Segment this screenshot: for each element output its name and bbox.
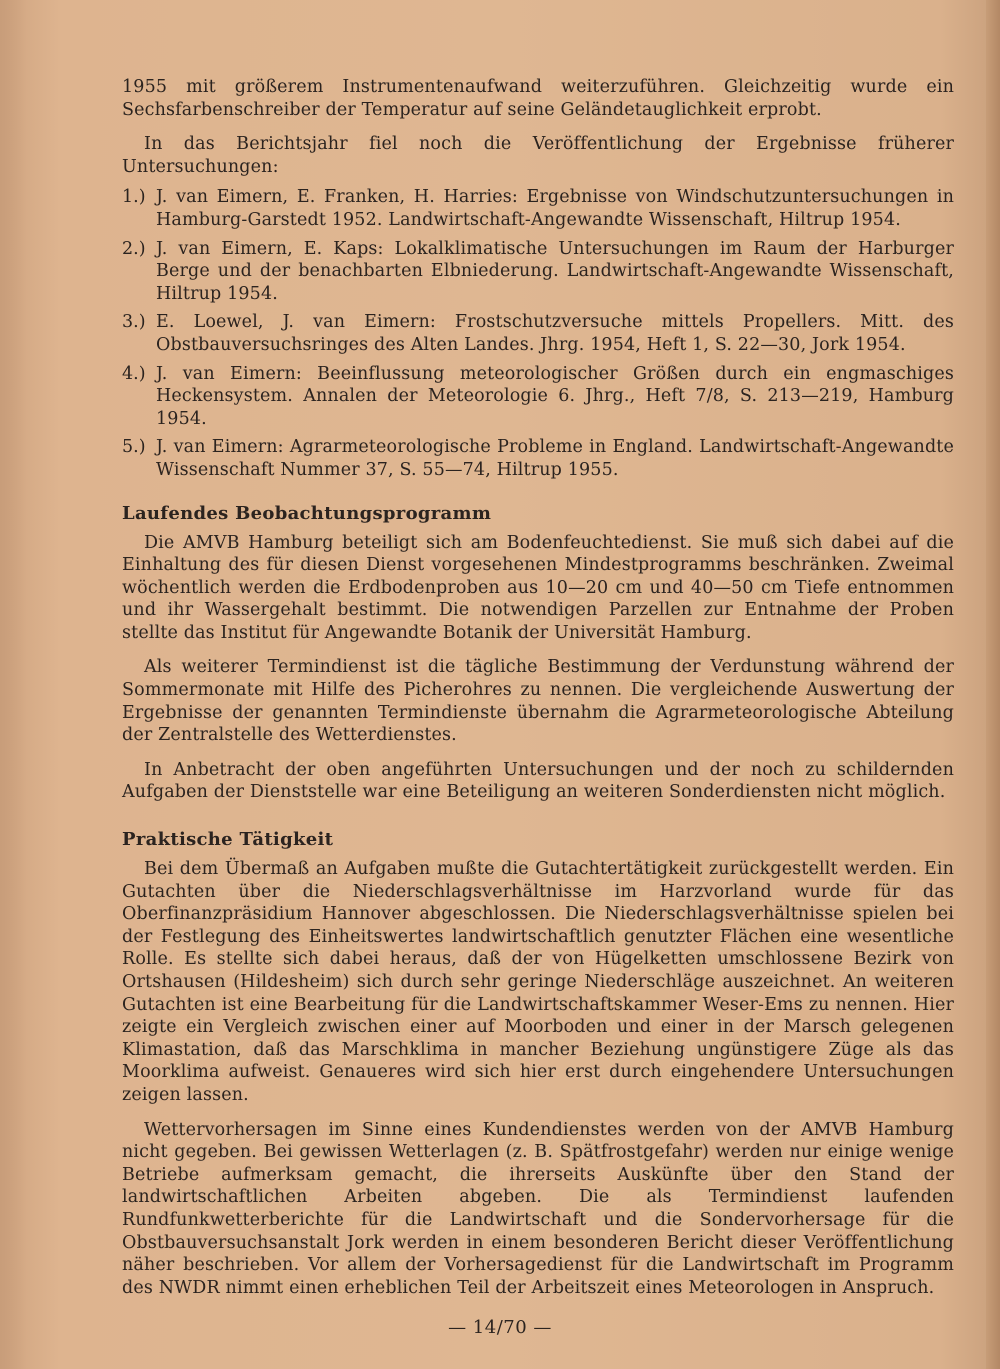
- section2-paragraph-2: Wettervorhersagen im Sinne eines Kundendienstes werden von der AMVB Hamburg nicht gegeben. Bei gewissen Wetterlagen (z. B. Spätfrostgefahr) werden nur einige wenige Betriebe aufmerksam gemacht, die ihrerseits Auskünfte über den Stand der landwirtschaftlichen Arbeiten abgeben. Die als Termindienst laufenden Rundfunkwetterberichte für die Landwirtschaft und die Sondervorhersage für die Obstbauversuchsanstalt Jork werden in einem besonderen Bericht dieser Veröffentlichung näher beschrieben. Vor allem der Vorhersagedienst für die Landwirtschaft im Programm des NWDR nimmt einen erheblichen Teil der Arbeitszeit eines Meteorologen in Anspruch.: [122, 1119, 954, 1298]
- reference-number: 2.): [122, 238, 146, 259]
- page-right-edge: [986, 0, 1000, 1369]
- reference-item: [122, 436, 954, 481]
- reference-number: 4.): [122, 363, 146, 384]
- reference-text: J. van Eimern, E. Kaps: Lokalklimatische Untersuchungen im Raum der Harburger Berge und der benachbarten Elbniederung. Landwirtschaft-Angewandte Wissenschaft, Hiltrup 1954.: [156, 238, 954, 304]
- page-number: — 14/70 —: [448, 1317, 552, 1338]
- intro-paragraph-2: In das Berichtsjahr fiel noch die Veröffentlichung der Ergebnisse früherer Untersuchungen:: [122, 134, 954, 177]
- section-heading-praktische-taetigkeit: Praktische Tätigkeit: [122, 829, 334, 851]
- reference-item: [122, 311, 954, 356]
- section1-paragraph-2: Als weiterer Termindienst ist die tägliche Bestimmung der Verdunstung während der Sommermonate mit Hilfe des Picherohres zu nennen. Die vergleichende Auswertung der Ergebnisse der genannten Termindienste übernahm die Agrarmeteorologische Abteilung der Zentralstelle des Wetterdienstes.: [122, 657, 954, 746]
- reference-number: 1.): [122, 187, 146, 208]
- reference-item: [122, 238, 954, 306]
- section1-paragraph-1: Die AMVB Hamburg beteiligt sich am Bodenfeuchtedienst. Sie muß sich dabei auf die Einhaltung des für diesen Dienst vorgesehenen Mindestprogramms beschränken. Zweimal wöchentlich werden die Erdbodenproben aus 10—20 cm und 40—50 cm Tiefe entnommen und ihr Wassergehalt bestimmt. Die notwendigen Parzellen zur Entnahme der Proben stellte das Institut für Angewandte Botanik der Universität Hamburg.: [122, 532, 954, 643]
- reference-list: [122, 186, 954, 481]
- reference-item: [122, 363, 954, 431]
- reference-number: 3.): [122, 312, 146, 333]
- section2-paragraph-1: Bei dem Übermaß an Aufgaben mußte die Gutachtertätigkeit zurückgestellt werden. Ein Gutachten über die Niederschlagsverhältnisse im Harzvorland wurde für das Oberfinanzpräsidium Hannover abgeschlossen. Die Niederschlagsverhältnisse spielen bei der Festlegung des Einheitswertes landwirtschaftlich genutzter Flächen eine wesentliche Rolle. Es stellte sich dabei heraus, daß der von Hügelketten umschlossene Bezirk von Ortshausen (Hildesheim) sich durch sehr geringe Niederschläge auszeichnet. An weiteren Gutachten ist eine Bearbeitung für die Landwirtschaftskammer Weser-Ems zu nennen. Hier zeigte ein Vergleich zwischen einer auf Moorboden und einer in der Marsch gelegenen Klimastation, daß das Marschklima in mancher Beziehung ungünstigere Züge als das Moorklima aufweist. Genaueres wird sich hier erst durch eingehendere Untersuchungen zeigen lassen.: [122, 859, 954, 1105]
- reference-text: J. van Eimern: Agrarmeteorologische Probleme in England. Landwirtschaft-Angewandte Wissenschaft Nummer 37, S. 55—74, Hiltrup 1955.: [156, 437, 954, 480]
- section-heading-beobachtungsprogramm: Laufendes Beobachtungsprogramm: [122, 502, 492, 524]
- reference-text: J. van Eimern, E. Franken, H. Harries: Ergebnisse von Windschutzuntersuchungen in Hamburg-Garstedt 1952. Landwirtschaft-Angewandte Wissenschaft, Hiltrup 1954.: [156, 187, 954, 230]
- page-left-edge: [0, 0, 26, 1369]
- reference-item: [122, 186, 954, 231]
- document-body: [122, 76, 954, 1299]
- intro-paragraph-1: 1955 mit größerem Instrumentenaufwand weiterzuführen. Gleichzeitig wurde ein Sechsfarbenschreiber der Temperatur auf seine Geländetauglichkeit erprobt.: [122, 77, 954, 120]
- reference-text: J. van Eimern: Beeinflussung meteorologischer Größen durch ein engmaschiges Heckensystem. Annalen der Meteorologie 6. Jhrg., Heft 7/8, S. 213—219, Hamburg 1954.: [156, 363, 954, 429]
- section1-paragraph-3: In Anbetracht der oben angeführten Untersuchungen und der noch zu schildernden Aufgaben der Dienststelle war eine Beteiligung an weiteren Sonderdiensten nicht möglich.: [122, 759, 954, 803]
- reference-number: 5.): [122, 437, 146, 458]
- reference-text: E. Loewel, J. van Eimern: Frostschutzversuche mittels Propellers. Mitt. des Obstbauversuchsringes des Alten Landes. Jhrg. 1954, Heft 1, S. 22—30, Jork 1954.: [156, 312, 954, 355]
